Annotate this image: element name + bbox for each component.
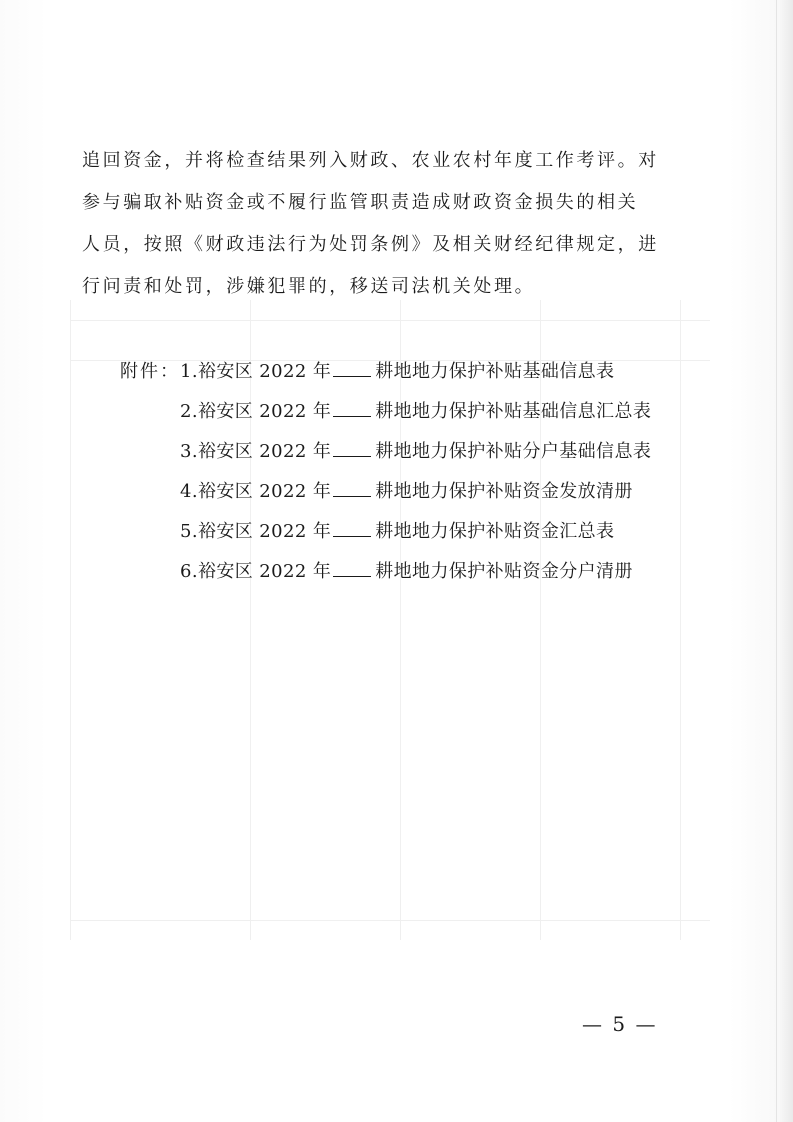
- page-number: — 5 —: [582, 1012, 658, 1036]
- attachment-prefix: 裕安区 2022 年: [197, 441, 332, 462]
- attachment-title: 耕地地力保护补贴基础信息表: [375, 361, 615, 382]
- attachment-prefix: 裕安区 2022 年: [197, 481, 332, 502]
- attachment-prefix: 裕安区 2022 年: [197, 401, 332, 422]
- attachment-item: [120, 470, 633, 510]
- attachment-prefix: 裕安区 2022 年: [197, 521, 332, 542]
- paragraph-line: 行问责和处罚，涉嫌犯罪的，移送司法机关处理。: [82, 276, 536, 297]
- fill-in-blank: [333, 390, 371, 417]
- paragraph-line: 追回资金，并将检查结果列入财政、农业农村年度工作考评。对: [82, 150, 659, 171]
- attachment-title: 耕地地力保护补贴资金发放清册: [375, 481, 633, 502]
- paragraph-line: 参与骗取补贴资金或不履行监管职责造成财政资金损失的相关: [82, 192, 639, 213]
- paragraph-line: 人员，按照《财政违法行为处罚条例》及相关财经纪律规定，进: [82, 234, 659, 255]
- attachment-item: [120, 550, 633, 590]
- page-edge-line: [776, 0, 777, 1122]
- page-edge-shadow: [779, 0, 793, 1122]
- attachment-number: 4.: [180, 481, 198, 502]
- attachment-item: [120, 350, 614, 390]
- attachment-item: [120, 430, 651, 470]
- fill-in-blank: [333, 550, 371, 577]
- attachment-title: 耕地地力保护补贴分户基础信息表: [375, 441, 652, 462]
- attachment-item: [120, 510, 614, 550]
- attachment-number: 6.: [180, 561, 198, 582]
- attachments-label: 附件：: [120, 361, 180, 382]
- attachment-title: 耕地地力保护补贴资金汇总表: [375, 521, 615, 542]
- fill-in-blank: [333, 430, 371, 457]
- attachment-number: 5.: [180, 521, 198, 542]
- fill-in-blank: [333, 470, 371, 497]
- fill-in-blank: [333, 510, 371, 537]
- fill-in-blank: [333, 350, 371, 377]
- attachment-title: 耕地地力保护补贴基础信息汇总表: [375, 401, 652, 422]
- attachment-number: 2.: [180, 401, 198, 422]
- attachment-prefix: 裕安区 2022 年: [197, 561, 332, 582]
- attachment-prefix: 裕安区 2022 年: [197, 361, 332, 382]
- attachment-number: 1.: [180, 361, 198, 382]
- attachment-item: [120, 390, 651, 430]
- attachment-number: 3.: [180, 441, 198, 462]
- body-paragraph: [82, 140, 682, 308]
- attachment-title: 耕地地力保护补贴资金分户清册: [375, 561, 633, 582]
